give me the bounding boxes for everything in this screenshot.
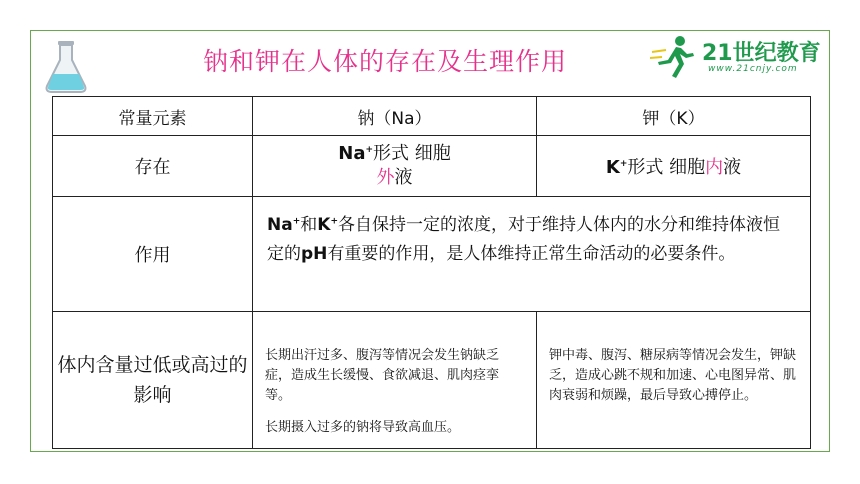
existence-label: 存在 — [53, 136, 253, 197]
potassium-existence: K+形式 细胞内液 — [537, 136, 811, 197]
table-row-effects — [53, 312, 811, 449]
sodium-effects — [253, 312, 537, 449]
sodium-highlight: 外 — [376, 167, 395, 188]
function-description: Na+和K+各自保持一定的浓度，对于维持人体内的水分和维持体液恒定的pH有重要的作用，是人体维持正常生命活动的必要条件。 — [253, 197, 811, 312]
header-sodium: 钠（Na） — [253, 97, 537, 136]
logo-brand-text: 21世纪教育 — [702, 41, 821, 66]
sodium-existence: Na+形式 细胞 外液 — [253, 136, 537, 197]
sodium-excess-text: 长期摄入过多的钠将导致高血压。 — [265, 420, 461, 435]
element-table — [52, 96, 811, 449]
potassium-effects — [537, 312, 811, 449]
function-label: 作用 — [53, 197, 253, 312]
table-row-function — [53, 197, 811, 312]
table-row-existence — [53, 136, 811, 197]
potassium-effects-text: 钾中毒、腹泻、糖尿病等情况会发生，钾缺乏，造成心跳不规和加速、心电图异常、肌肉衰弱和烦躁，最后导致心搏停止。 — [549, 348, 797, 403]
site-logo — [650, 30, 830, 86]
runner-logo-icon — [650, 32, 700, 82]
sodium-ion: Na — [338, 143, 366, 164]
flask-icon — [44, 40, 88, 94]
table-header-row — [53, 97, 811, 136]
potassium-highlight: 内 — [705, 157, 724, 178]
potassium-ion: K — [605, 157, 620, 178]
sodium-deficiency-text: 长期出汗过多、腹泻等情况会发生钠缺乏症，造成生长缓慢、食欲减退、肌肉痉挛等。 — [265, 348, 500, 403]
header-potassium: 钾（K） — [537, 97, 811, 136]
logo-url-text: www.21cnjy.com — [708, 64, 798, 74]
page-title: 钠和钾在人体的存在及生理作用 — [202, 47, 567, 76]
effects-label: 体内含量过低或高过的影响 — [53, 312, 253, 449]
header-element: 常量元素 — [53, 97, 253, 136]
